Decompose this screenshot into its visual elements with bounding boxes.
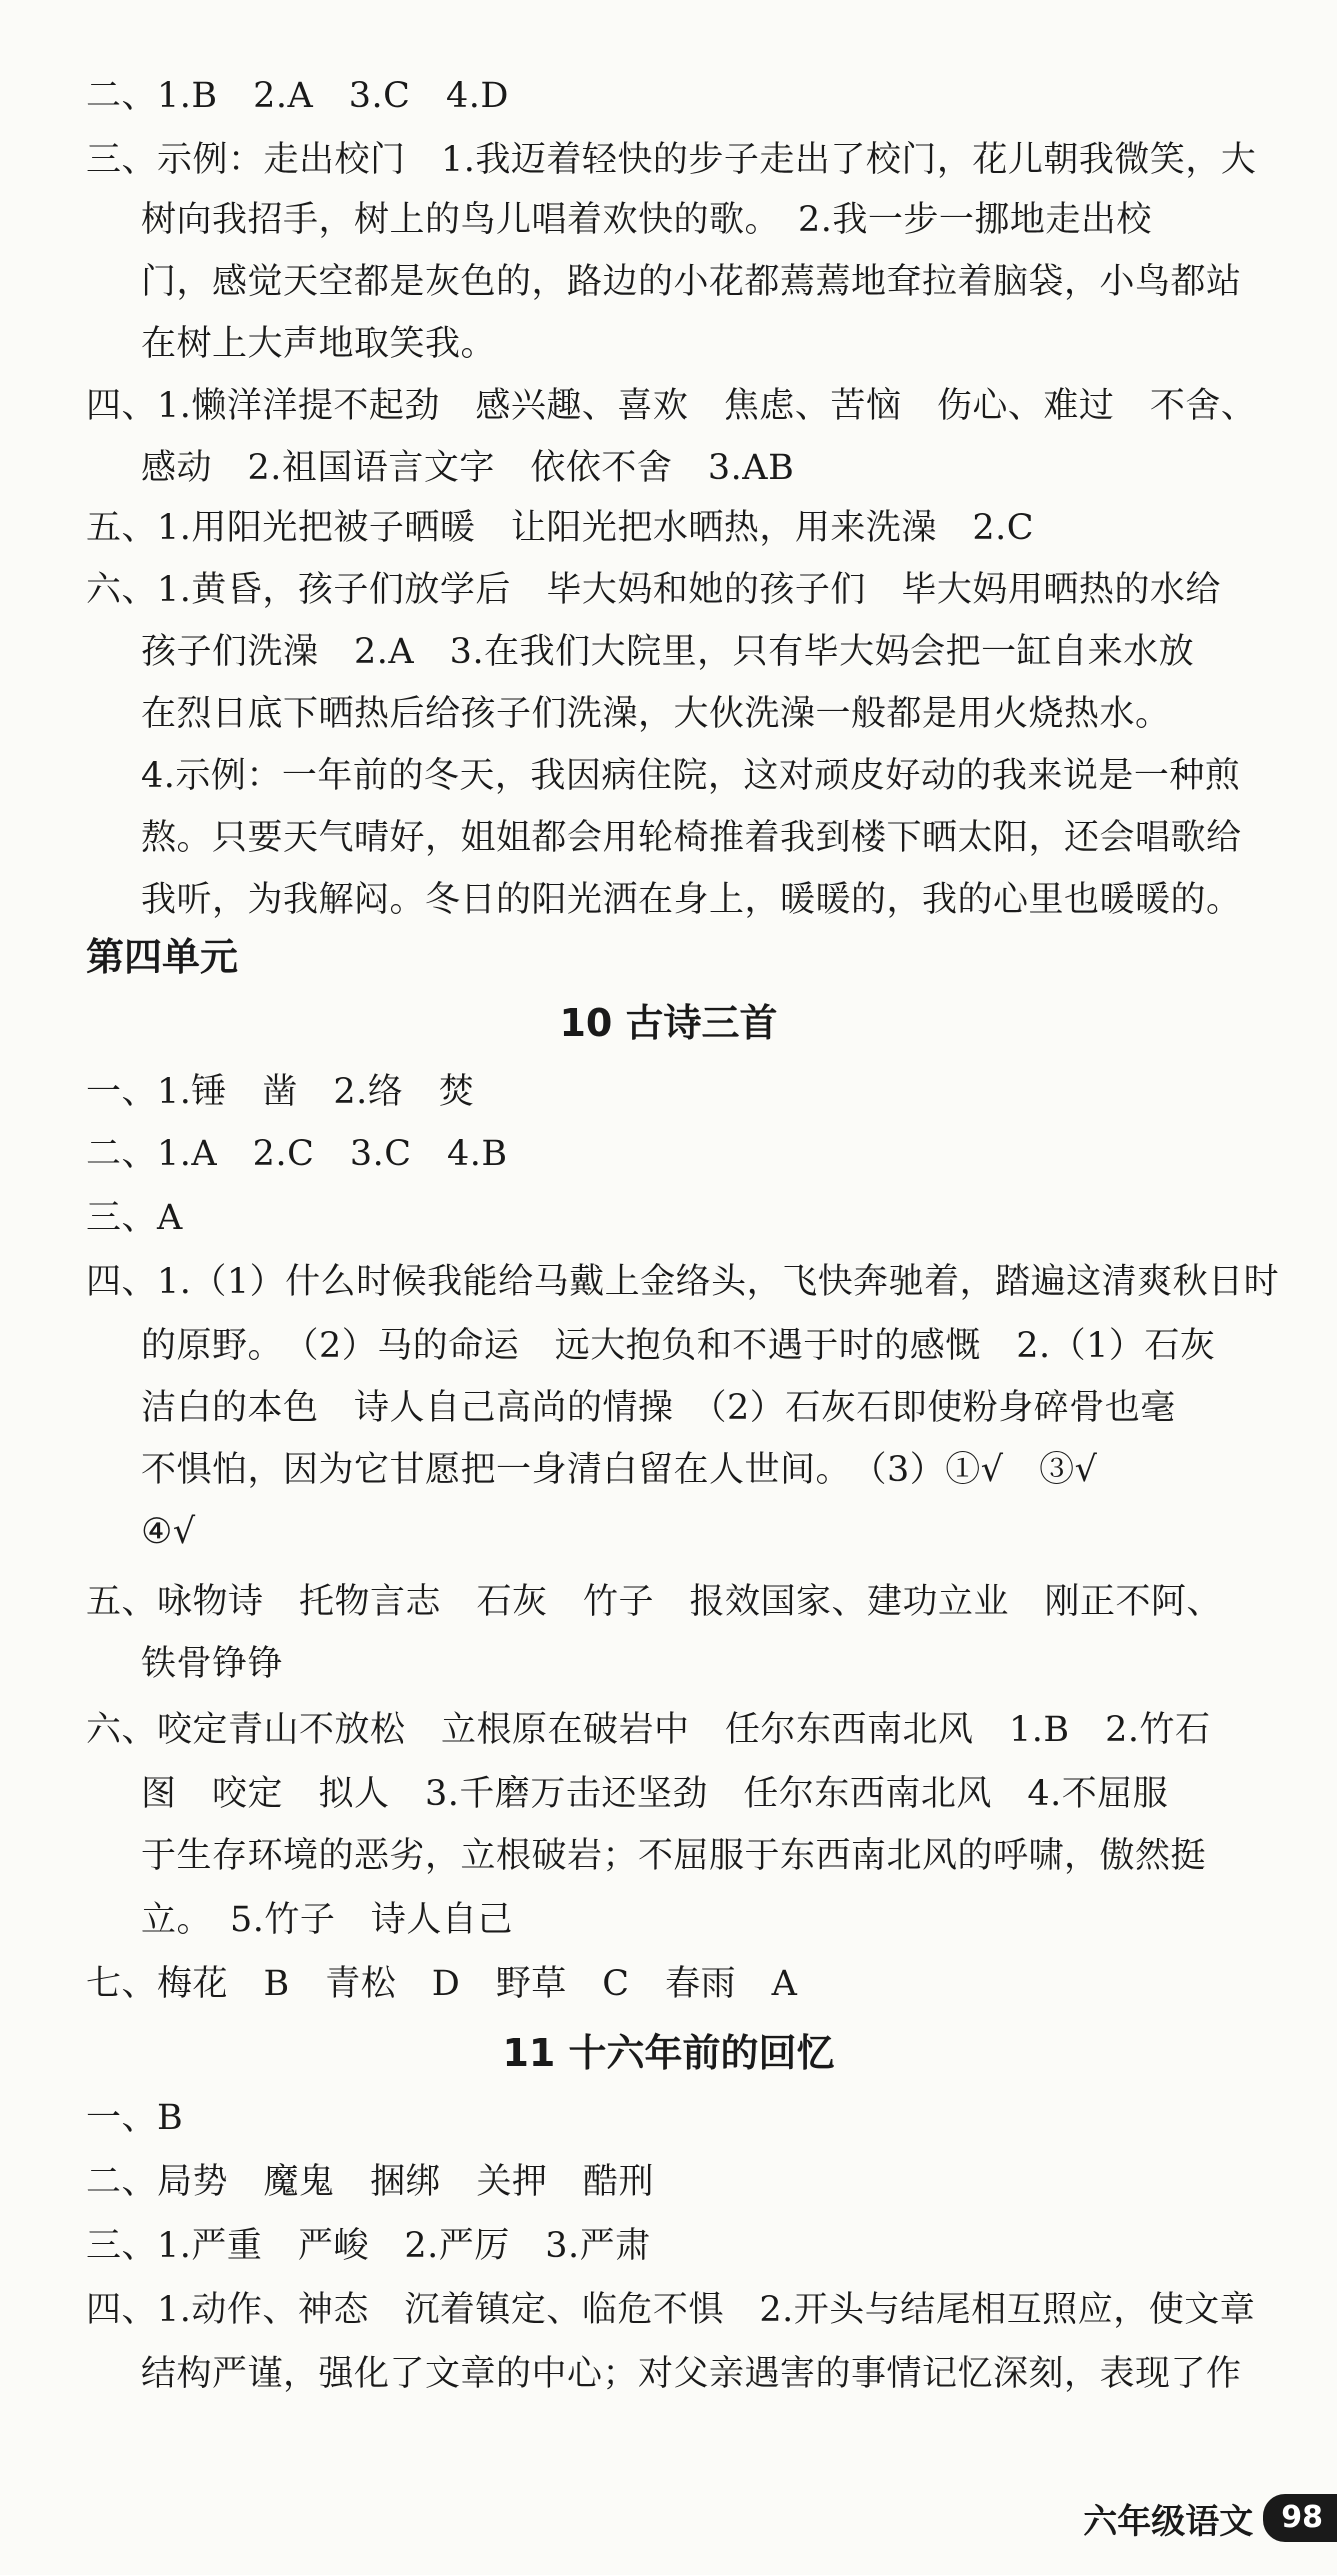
lesson-11-title: 11 十六年前的回忆 xyxy=(502,2031,835,2075)
answer-line: 五、1.用阳光把被子晒暖 让阳光把水晒热，用来洗澡 2.C xyxy=(86,508,1035,548)
answer-line: 四、1.（1）什么时候我能给马戴上金络头，飞快奔驰着，踏遍这清爽秋日时 xyxy=(86,1262,1280,1302)
answer-line: 我听，为我解闷。冬日的阳光洒在身上，暖暖的，我的心里也暖暖的。 xyxy=(141,880,1242,920)
answer-line: 三、1.严重 严峻 2.严厉 3.严肃 xyxy=(86,2226,651,2266)
answer-line: 图 咬定 拟人 3.千磨万击还坚劲 任尔东西南北风 4.不屈服 xyxy=(141,1774,1169,1814)
answer-line: 的原野。 （2）马的命运 远大抱负和不遇于时的感慨 2.（1）石灰 xyxy=(141,1326,1216,1366)
page-number-badge: 98 xyxy=(1263,2494,1337,2542)
answer-line: 结构严谨，强化了文章的中心；对父亲遇害的事情记忆深刻，表现了作 xyxy=(141,2354,1242,2394)
answer-line: 孩子们洗澡 2.A 3.在我们大院里，只有毕大妈会把一缸自来水放 xyxy=(141,632,1195,672)
lesson-10-title: 10 古诗三首 xyxy=(559,1001,778,1045)
answer-line: 七、梅花 B 青松 D 野草 C 春雨 A xyxy=(86,1964,798,2004)
footer-label: 六年级语文 xyxy=(1083,2501,1254,2542)
answer-line: 四、1.动作、神态 沉着镇定、临危不惧 2.开头与结尾相互照应，使文章 xyxy=(86,2290,1256,2330)
answer-line: 门，感觉天空都是灰色的，路边的小花都蔫蔫地耷拉着脑袋，小鸟都站 xyxy=(141,262,1242,302)
answer-line: 在树上大声地取笑我。 xyxy=(141,324,497,364)
answer-line: 三、A xyxy=(86,1198,183,1238)
answer-line: 洁白的本色 诗人自己高尚的情操 （2）石灰石即使粉身碎骨也毫 xyxy=(141,1388,1176,1428)
answer-line: ④√ xyxy=(141,1512,196,1552)
answer-line: 不惧怕，因为它甘愿把一身清白留在人世间。 （3）①√ ③√ xyxy=(141,1450,1098,1490)
answer-line: 立。 5.竹子 诗人自己 xyxy=(141,1900,513,1940)
answer-line: 二、局势 魔鬼 捆绑 关押 酷刑 xyxy=(86,2162,655,2202)
answer-line: 在烈日底下晒热后给孩子们洗澡，大伙洗澡一般都是用火烧热水。 xyxy=(141,694,1171,734)
answer-line: 4.示例：一年前的冬天，我因病住院，这对顽皮好动的我来说是一种煎 xyxy=(141,756,1241,796)
answer-line: 熬。只要天气晴好，姐姐都会用轮椅推着我到楼下晒太阳，还会唱歌给 xyxy=(141,818,1242,858)
answer-line: 二、1.B 2.A 3.C 4.D xyxy=(86,76,509,116)
answer-line: 三、示例：走出校门 1.我迈着轻快的步子走出了校门，花儿朝我微笑，大 xyxy=(86,140,1257,180)
answer-line: 一、1.锤 凿 2.络 焚 xyxy=(86,1072,475,1112)
answer-line: 六、咬定青山不放松 立根原在破岩中 任尔东西南北风 1.B 2.竹石 xyxy=(86,1710,1211,1750)
answer-line: 一、B xyxy=(86,2098,184,2138)
unit-title: 第四单元 xyxy=(86,935,239,979)
page-footer xyxy=(1083,2488,1337,2548)
answer-line: 感动 2.祖国语言文字 依依不舍 3.AB xyxy=(141,448,795,488)
answer-line: 六、1.黄昏，孩子们放学后 毕大妈和她的孩子们 毕大妈用晒热的水给 xyxy=(86,570,1221,610)
answer-line: 树向我招手，树上的鸟儿唱着欢快的歌。 2.我一步一挪地走出校 xyxy=(141,200,1152,240)
answer-line: 铁骨铮铮 xyxy=(141,1644,284,1684)
answer-line: 四、1.懒洋洋提不起劲 感兴趣、喜欢 焦虑、苦恼 伤心、难过 不舍、 xyxy=(86,386,1257,426)
answer-line: 二、1.A 2.C 3.C 4.B xyxy=(86,1134,508,1174)
answer-line: 五、咏物诗 托物言志 石灰 竹子 报效国家、建功立业 刚正不阿、 xyxy=(86,1582,1223,1622)
answer-line: 于生存环境的恶劣，立根破岩；不屈服于东西南北风的呼啸，傲然挺 xyxy=(141,1836,1207,1876)
